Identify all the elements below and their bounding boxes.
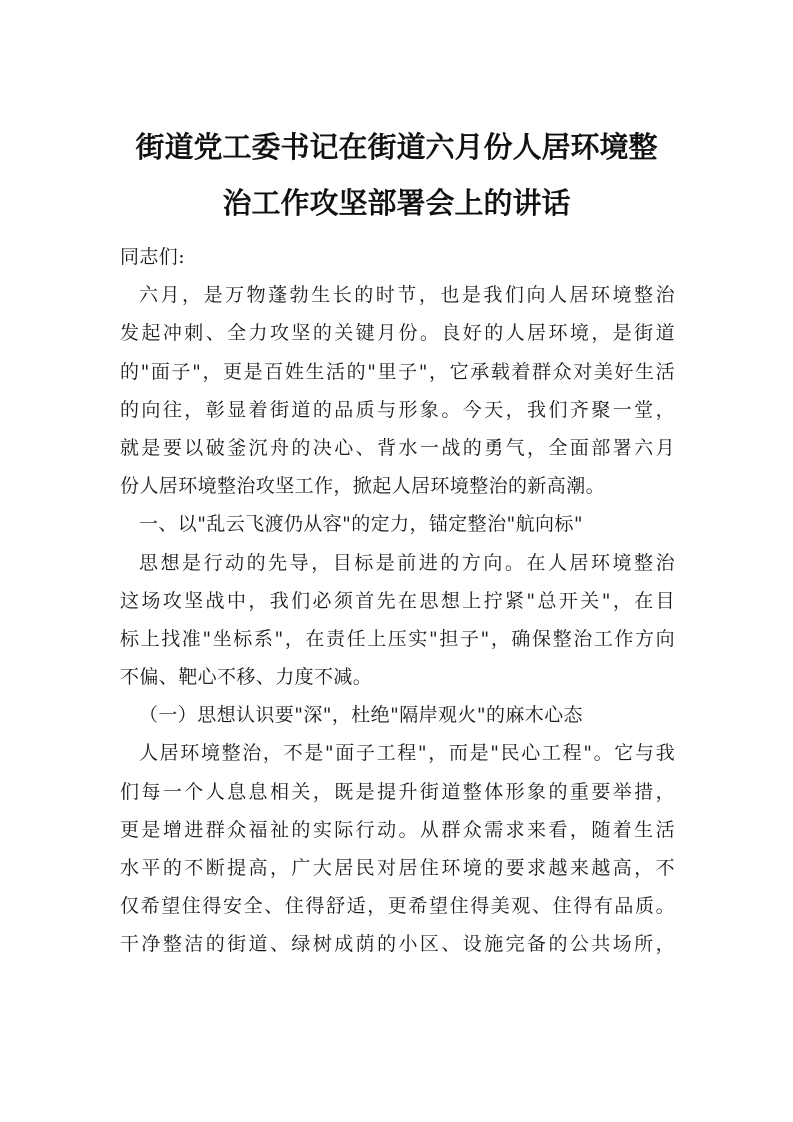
- paragraph-line: 这场攻坚战中，我们必须首先在思想上拧紧"总开关"，在目: [120, 589, 675, 612]
- paragraph-line: 们每一个人息息相关，既是提升街道整体形象的重要举措，: [120, 780, 675, 803]
- paragraph-line: 发起冲刺、全力攻坚的关键月份。良好的人居环境，是街道: [120, 322, 675, 345]
- paragraph-line: 干净整洁的街道、绿树成荫的小区、设施完备的公共场所，: [120, 933, 675, 956]
- paragraph-line: 思想是行动的先导，目标是前进的方向。在人居环境整治: [139, 551, 675, 574]
- section-heading: 一、以"乱云飞渡仍从容"的定力，锚定整治"航向标": [139, 513, 583, 536]
- paragraph-line: 仅希望住得安全、住得舒适，更希望住得美观、住得有品质。: [120, 895, 675, 918]
- subsection-heading: （一）思想认识要"深"，杜绝"隔岸观火"的麻木心态: [139, 704, 583, 727]
- paragraph-line: 水平的不断提高，广大居民对居住环境的要求越来越高，不: [120, 857, 675, 879]
- paragraph-line: 不偏、靶心不移、力度不减。: [120, 666, 373, 689]
- paragraph-line: 标上找准"坐标系"，在责任上压实"担子"，确保整治工作方向: [120, 627, 675, 650]
- paragraph-line: 的向往，彰显着街道的品质与形象。今天，我们齐聚一堂，: [120, 398, 675, 421]
- paragraph-line: 就是要以破釜沉舟的决心、背水一战的勇气，全面部署六月: [120, 436, 675, 459]
- paragraph-line: 份人居环境整治攻坚工作，掀起人居环境整治的新高潮。: [120, 475, 606, 498]
- paragraph-line: 的"面子"，更是百姓生活的"里子"，它承载着群众对美好生活: [120, 360, 675, 383]
- document-title: [100, 119, 693, 231]
- paragraph-line: 人居环境整治，不是"面子工程"，而是"民心工程"。它与我: [139, 742, 675, 765]
- title-line: 街道党工委书记在街道六月份人居环境整: [135, 130, 658, 164]
- document-body: [120, 238, 675, 964]
- title-line: 治工作攻坚部署会上的讲话: [222, 186, 571, 220]
- salutation: 同志们:: [120, 246, 186, 268]
- paragraph-line: 更是增进群众福祉的实际行动。从群众需求来看，随着生活: [120, 818, 675, 841]
- paragraph-line: 六月，是万物蓬勃生长的时节，也是我们向人居环境整治: [139, 284, 675, 307]
